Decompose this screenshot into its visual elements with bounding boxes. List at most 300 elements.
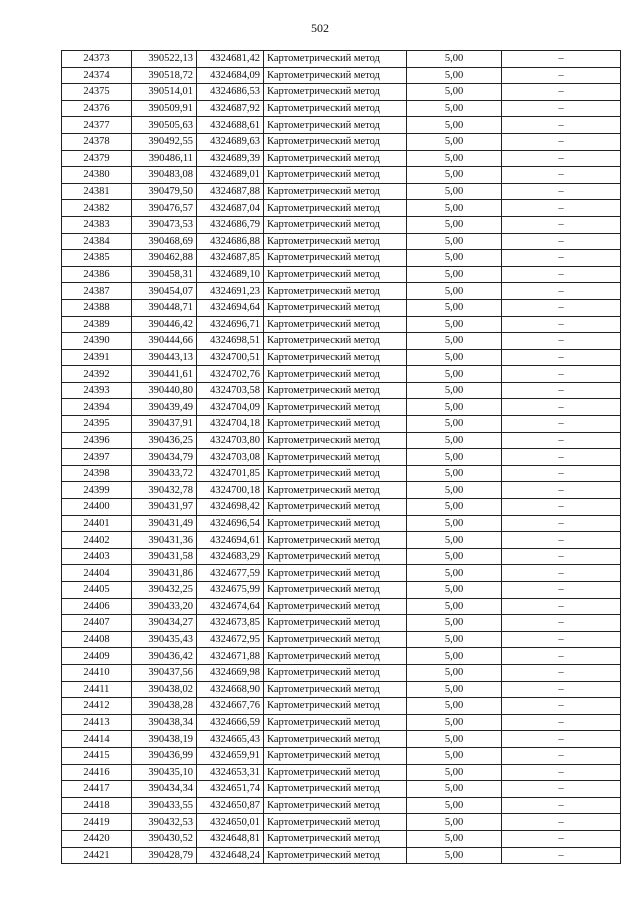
accuracy-cell: 5,00 [407, 681, 502, 698]
accuracy-cell: 5,00 [407, 781, 502, 798]
point-number-cell: 24421 [62, 847, 132, 864]
point-number-cell: 24402 [62, 532, 132, 549]
point-number-cell: 24409 [62, 648, 132, 665]
accuracy-cell: 5,00 [407, 133, 502, 150]
table-row [62, 366, 621, 383]
y-coordinate-cell: 4324688,61 [197, 117, 264, 134]
table-row [62, 150, 621, 167]
accuracy-cell: 5,00 [407, 333, 502, 350]
note-cell: – [502, 416, 621, 433]
x-coordinate-cell: 390505,63 [132, 117, 197, 134]
table-row [62, 449, 621, 466]
method-cell: Картометрический метод [264, 399, 407, 416]
table-row [62, 100, 621, 117]
accuracy-cell: 5,00 [407, 167, 502, 184]
table-row [62, 781, 621, 798]
note-cell: – [502, 382, 621, 399]
table-row [62, 499, 621, 516]
y-coordinate-cell: 4324675,99 [197, 582, 264, 599]
x-coordinate-cell: 390435,43 [132, 631, 197, 648]
note-cell: – [502, 731, 621, 748]
x-coordinate-cell: 390486,11 [132, 150, 197, 167]
table-row [62, 797, 621, 814]
table-row [62, 830, 621, 847]
point-number-cell: 24398 [62, 465, 132, 482]
accuracy-cell: 5,00 [407, 830, 502, 847]
table-row [62, 67, 621, 84]
table-row [62, 698, 621, 715]
x-coordinate-cell: 390492,55 [132, 133, 197, 150]
accuracy-cell: 5,00 [407, 117, 502, 134]
y-coordinate-cell: 4324702,76 [197, 366, 264, 383]
x-coordinate-cell: 390468,69 [132, 233, 197, 250]
y-coordinate-cell: 4324687,88 [197, 183, 264, 200]
x-coordinate-cell: 390433,20 [132, 598, 197, 615]
method-cell: Картометрический метод [264, 67, 407, 84]
point-number-cell: 24397 [62, 449, 132, 466]
point-number-cell: 24378 [62, 133, 132, 150]
point-number-cell: 24392 [62, 366, 132, 383]
x-coordinate-cell: 390479,50 [132, 183, 197, 200]
accuracy-cell: 5,00 [407, 648, 502, 665]
note-cell: – [502, 266, 621, 283]
note-cell: – [502, 532, 621, 549]
note-cell: – [502, 764, 621, 781]
y-coordinate-cell: 4324671,88 [197, 648, 264, 665]
table-row [62, 565, 621, 582]
x-coordinate-cell: 390483,08 [132, 167, 197, 184]
table-row [62, 167, 621, 184]
accuracy-cell: 5,00 [407, 382, 502, 399]
accuracy-cell: 5,00 [407, 432, 502, 449]
y-coordinate-cell: 4324703,80 [197, 432, 264, 449]
note-cell: – [502, 283, 621, 300]
table-row [62, 747, 621, 764]
accuracy-cell: 5,00 [407, 399, 502, 416]
point-number-cell: 24401 [62, 515, 132, 532]
table-row [62, 432, 621, 449]
table-row [62, 482, 621, 499]
table-row [62, 548, 621, 565]
method-cell: Картометрический метод [264, 51, 407, 68]
table-row [62, 664, 621, 681]
method-cell: Картометрический метод [264, 499, 407, 516]
accuracy-cell: 5,00 [407, 366, 502, 383]
method-cell: Картометрический метод [264, 548, 407, 565]
accuracy-cell: 5,00 [407, 266, 502, 283]
x-coordinate-cell: 390462,88 [132, 250, 197, 267]
x-coordinate-cell: 390476,57 [132, 200, 197, 217]
y-coordinate-cell: 4324686,88 [197, 233, 264, 250]
point-number-cell: 24394 [62, 399, 132, 416]
method-cell: Картометрический метод [264, 532, 407, 549]
x-coordinate-cell: 390432,78 [132, 482, 197, 499]
table-row [62, 382, 621, 399]
method-cell: Картометрический метод [264, 366, 407, 383]
point-number-cell: 24416 [62, 764, 132, 781]
x-coordinate-cell: 390437,56 [132, 664, 197, 681]
method-cell: Картометрический метод [264, 747, 407, 764]
y-coordinate-cell: 4324648,81 [197, 830, 264, 847]
point-number-cell: 24373 [62, 51, 132, 68]
point-number-cell: 24418 [62, 797, 132, 814]
note-cell: – [502, 150, 621, 167]
accuracy-cell: 5,00 [407, 598, 502, 615]
note-cell: – [502, 482, 621, 499]
x-coordinate-cell: 390509,91 [132, 100, 197, 117]
table-row [62, 598, 621, 615]
method-cell: Картометрический метод [264, 100, 407, 117]
y-coordinate-cell: 4324653,31 [197, 764, 264, 781]
method-cell: Картометрический метод [264, 598, 407, 615]
method-cell: Картометрический метод [264, 631, 407, 648]
x-coordinate-cell: 390439,49 [132, 399, 197, 416]
method-cell: Картометрический метод [264, 797, 407, 814]
x-coordinate-cell: 390454,07 [132, 283, 197, 300]
point-number-cell: 24387 [62, 283, 132, 300]
method-cell: Картометрический метод [264, 781, 407, 798]
note-cell: – [502, 681, 621, 698]
note-cell: – [502, 548, 621, 565]
y-coordinate-cell: 4324677,59 [197, 565, 264, 582]
accuracy-cell: 5,00 [407, 731, 502, 748]
x-coordinate-cell: 390440,80 [132, 382, 197, 399]
table-body [62, 51, 621, 864]
y-coordinate-cell: 4324689,10 [197, 266, 264, 283]
point-number-cell: 24410 [62, 664, 132, 681]
note-cell: – [502, 797, 621, 814]
x-coordinate-cell: 390441,61 [132, 366, 197, 383]
accuracy-cell: 5,00 [407, 482, 502, 499]
note-cell: – [502, 233, 621, 250]
table-row [62, 183, 621, 200]
method-cell: Картометрический метод [264, 515, 407, 532]
note-cell: – [502, 465, 621, 482]
point-number-cell: 24405 [62, 582, 132, 599]
table-row [62, 316, 621, 333]
table-row [62, 648, 621, 665]
accuracy-cell: 5,00 [407, 532, 502, 549]
method-cell: Картометрический метод [264, 133, 407, 150]
table-row [62, 714, 621, 731]
method-cell: Картометрический метод [264, 333, 407, 350]
method-cell: Картометрический метод [264, 299, 407, 316]
point-number-cell: 24417 [62, 781, 132, 798]
point-number-cell: 24380 [62, 167, 132, 184]
y-coordinate-cell: 4324667,76 [197, 698, 264, 715]
x-coordinate-cell: 390434,27 [132, 615, 197, 632]
note-cell: – [502, 333, 621, 350]
note-cell: – [502, 781, 621, 798]
table-row [62, 299, 621, 316]
accuracy-cell: 5,00 [407, 698, 502, 715]
y-coordinate-cell: 4324686,79 [197, 216, 264, 233]
point-number-cell: 24376 [62, 100, 132, 117]
method-cell: Картометрический метод [264, 416, 407, 433]
x-coordinate-cell: 390458,31 [132, 266, 197, 283]
point-number-cell: 24375 [62, 84, 132, 101]
x-coordinate-cell: 390435,10 [132, 764, 197, 781]
accuracy-cell: 5,00 [407, 299, 502, 316]
note-cell: – [502, 84, 621, 101]
point-number-cell: 24383 [62, 216, 132, 233]
y-coordinate-cell: 4324674,64 [197, 598, 264, 615]
accuracy-cell: 5,00 [407, 349, 502, 366]
y-coordinate-cell: 4324651,74 [197, 781, 264, 798]
accuracy-cell: 5,00 [407, 631, 502, 648]
y-coordinate-cell: 4324703,58 [197, 382, 264, 399]
note-cell: – [502, 615, 621, 632]
y-coordinate-cell: 4324704,09 [197, 399, 264, 416]
accuracy-cell: 5,00 [407, 51, 502, 68]
point-number-cell: 24407 [62, 615, 132, 632]
method-cell: Картометрический метод [264, 150, 407, 167]
table-row [62, 233, 621, 250]
y-coordinate-cell: 4324668,90 [197, 681, 264, 698]
table-row [62, 399, 621, 416]
point-number-cell: 24414 [62, 731, 132, 748]
note-cell: – [502, 216, 621, 233]
accuracy-cell: 5,00 [407, 548, 502, 565]
note-cell: – [502, 631, 621, 648]
method-cell: Картометрический метод [264, 250, 407, 267]
y-coordinate-cell: 4324703,08 [197, 449, 264, 466]
y-coordinate-cell: 4324694,61 [197, 532, 264, 549]
method-cell: Картометрический метод [264, 233, 407, 250]
point-number-cell: 24399 [62, 482, 132, 499]
point-number-cell: 24377 [62, 117, 132, 134]
method-cell: Картометрический метод [264, 847, 407, 864]
y-coordinate-cell: 4324673,85 [197, 615, 264, 632]
y-coordinate-cell: 4324683,29 [197, 548, 264, 565]
table-row [62, 731, 621, 748]
x-coordinate-cell: 390432,25 [132, 582, 197, 599]
x-coordinate-cell: 390432,53 [132, 814, 197, 831]
y-coordinate-cell: 4324681,42 [197, 51, 264, 68]
table-row [62, 416, 621, 433]
accuracy-cell: 5,00 [407, 416, 502, 433]
accuracy-cell: 5,00 [407, 615, 502, 632]
y-coordinate-cell: 4324650,87 [197, 797, 264, 814]
x-coordinate-cell: 390438,28 [132, 698, 197, 715]
method-cell: Картометрический метод [264, 266, 407, 283]
method-cell: Картометрический метод [264, 216, 407, 233]
note-cell: – [502, 167, 621, 184]
table-row [62, 250, 621, 267]
y-coordinate-cell: 4324648,24 [197, 847, 264, 864]
x-coordinate-cell: 390433,55 [132, 797, 197, 814]
method-cell: Картометрический метод [264, 167, 407, 184]
accuracy-cell: 5,00 [407, 449, 502, 466]
x-coordinate-cell: 390448,71 [132, 299, 197, 316]
point-number-cell: 24393 [62, 382, 132, 399]
method-cell: Картометрический метод [264, 84, 407, 101]
method-cell: Картометрический метод [264, 764, 407, 781]
method-cell: Картометрический метод [264, 648, 407, 665]
point-number-cell: 24411 [62, 681, 132, 698]
point-number-cell: 24382 [62, 200, 132, 217]
x-coordinate-cell: 390436,25 [132, 432, 197, 449]
method-cell: Картометрический метод [264, 117, 407, 134]
x-coordinate-cell: 390431,97 [132, 499, 197, 516]
table-row [62, 814, 621, 831]
table-row [62, 200, 621, 217]
method-cell: Картометрический метод [264, 183, 407, 200]
method-cell: Картометрический метод [264, 382, 407, 399]
method-cell: Картометрический метод [264, 565, 407, 582]
note-cell: – [502, 183, 621, 200]
accuracy-cell: 5,00 [407, 465, 502, 482]
point-number-cell: 24385 [62, 250, 132, 267]
x-coordinate-cell: 390436,42 [132, 648, 197, 665]
note-cell: – [502, 200, 621, 217]
x-coordinate-cell: 390522,13 [132, 51, 197, 68]
table-row [62, 532, 621, 549]
accuracy-cell: 5,00 [407, 316, 502, 333]
accuracy-cell: 5,00 [407, 150, 502, 167]
note-cell: – [502, 133, 621, 150]
x-coordinate-cell: 390433,72 [132, 465, 197, 482]
note-cell: – [502, 648, 621, 665]
accuracy-cell: 5,00 [407, 233, 502, 250]
page-number: 502 [311, 21, 329, 35]
table-row [62, 847, 621, 864]
table-row [62, 283, 621, 300]
note-cell: – [502, 51, 621, 68]
method-cell: Картометрический метод [264, 698, 407, 715]
point-number-cell: 24420 [62, 830, 132, 847]
y-coordinate-cell: 4324672,95 [197, 631, 264, 648]
y-coordinate-cell: 4324704,18 [197, 416, 264, 433]
x-coordinate-cell: 390438,19 [132, 731, 197, 748]
y-coordinate-cell: 4324698,51 [197, 333, 264, 350]
accuracy-cell: 5,00 [407, 84, 502, 101]
y-coordinate-cell: 4324669,98 [197, 664, 264, 681]
accuracy-cell: 5,00 [407, 714, 502, 731]
table-row [62, 515, 621, 532]
y-coordinate-cell: 4324684,09 [197, 67, 264, 84]
table-row [62, 349, 621, 366]
note-cell: – [502, 316, 621, 333]
note-cell: – [502, 698, 621, 715]
note-cell: – [502, 366, 621, 383]
note-cell: – [502, 814, 621, 831]
x-coordinate-cell: 390436,99 [132, 747, 197, 764]
table-row [62, 615, 621, 632]
method-cell: Картометрический метод [264, 200, 407, 217]
accuracy-cell: 5,00 [407, 814, 502, 831]
accuracy-cell: 5,00 [407, 764, 502, 781]
x-coordinate-cell: 390434,79 [132, 449, 197, 466]
point-number-cell: 24412 [62, 698, 132, 715]
accuracy-cell: 5,00 [407, 100, 502, 117]
note-cell: – [502, 515, 621, 532]
accuracy-cell: 5,00 [407, 283, 502, 300]
point-number-cell: 24389 [62, 316, 132, 333]
point-number-cell: 24374 [62, 67, 132, 84]
note-cell: – [502, 847, 621, 864]
accuracy-cell: 5,00 [407, 250, 502, 267]
note-cell: – [502, 565, 621, 582]
table-row [62, 133, 621, 150]
accuracy-cell: 5,00 [407, 200, 502, 217]
note-cell: – [502, 664, 621, 681]
x-coordinate-cell: 390431,49 [132, 515, 197, 532]
accuracy-cell: 5,00 [407, 847, 502, 864]
y-coordinate-cell: 4324700,18 [197, 482, 264, 499]
point-number-cell: 24395 [62, 416, 132, 433]
method-cell: Картометрический метод [264, 681, 407, 698]
x-coordinate-cell: 390430,52 [132, 830, 197, 847]
table-row [62, 681, 621, 698]
x-coordinate-cell: 390437,91 [132, 416, 197, 433]
method-cell: Картометрический метод [264, 482, 407, 499]
note-cell: – [502, 117, 621, 134]
note-cell: – [502, 349, 621, 366]
method-cell: Картометрический метод [264, 814, 407, 831]
accuracy-cell: 5,00 [407, 582, 502, 599]
y-coordinate-cell: 4324696,71 [197, 316, 264, 333]
method-cell: Картометрический метод [264, 283, 407, 300]
y-coordinate-cell: 4324689,39 [197, 150, 264, 167]
note-cell: – [502, 399, 621, 416]
x-coordinate-cell: 390518,72 [132, 67, 197, 84]
x-coordinate-cell: 390438,34 [132, 714, 197, 731]
note-cell: – [502, 830, 621, 847]
point-number-cell: 24400 [62, 499, 132, 516]
y-coordinate-cell: 4324687,04 [197, 200, 264, 217]
x-coordinate-cell: 390438,02 [132, 681, 197, 698]
method-cell: Картометрический метод [264, 830, 407, 847]
accuracy-cell: 5,00 [407, 216, 502, 233]
note-cell: – [502, 299, 621, 316]
point-number-cell: 24390 [62, 333, 132, 350]
accuracy-cell: 5,00 [407, 67, 502, 84]
accuracy-cell: 5,00 [407, 499, 502, 516]
accuracy-cell: 5,00 [407, 664, 502, 681]
point-number-cell: 24419 [62, 814, 132, 831]
x-coordinate-cell: 390431,86 [132, 565, 197, 582]
method-cell: Картометрический метод [264, 714, 407, 731]
method-cell: Картометрический метод [264, 465, 407, 482]
method-cell: Картометрический метод [264, 731, 407, 748]
table-row [62, 465, 621, 482]
y-coordinate-cell: 4324665,43 [197, 731, 264, 748]
accuracy-cell: 5,00 [407, 565, 502, 582]
y-coordinate-cell: 4324666,59 [197, 714, 264, 731]
point-number-cell: 24403 [62, 548, 132, 565]
table-row [62, 84, 621, 101]
point-number-cell: 24396 [62, 432, 132, 449]
point-number-cell: 24384 [62, 233, 132, 250]
y-coordinate-cell: 4324700,51 [197, 349, 264, 366]
method-cell: Картометрический метод [264, 349, 407, 366]
note-cell: – [502, 432, 621, 449]
table-row [62, 266, 621, 283]
point-number-cell: 24404 [62, 565, 132, 582]
method-cell: Картометрический метод [264, 582, 407, 599]
coordinates-table [61, 50, 621, 864]
y-coordinate-cell: 4324686,53 [197, 84, 264, 101]
x-coordinate-cell: 390431,36 [132, 532, 197, 549]
x-coordinate-cell: 390514,01 [132, 84, 197, 101]
x-coordinate-cell: 390473,53 [132, 216, 197, 233]
accuracy-cell: 5,00 [407, 797, 502, 814]
note-cell: – [502, 100, 621, 117]
method-cell: Картометрический метод [264, 316, 407, 333]
note-cell: – [502, 449, 621, 466]
x-coordinate-cell: 390434,34 [132, 781, 197, 798]
